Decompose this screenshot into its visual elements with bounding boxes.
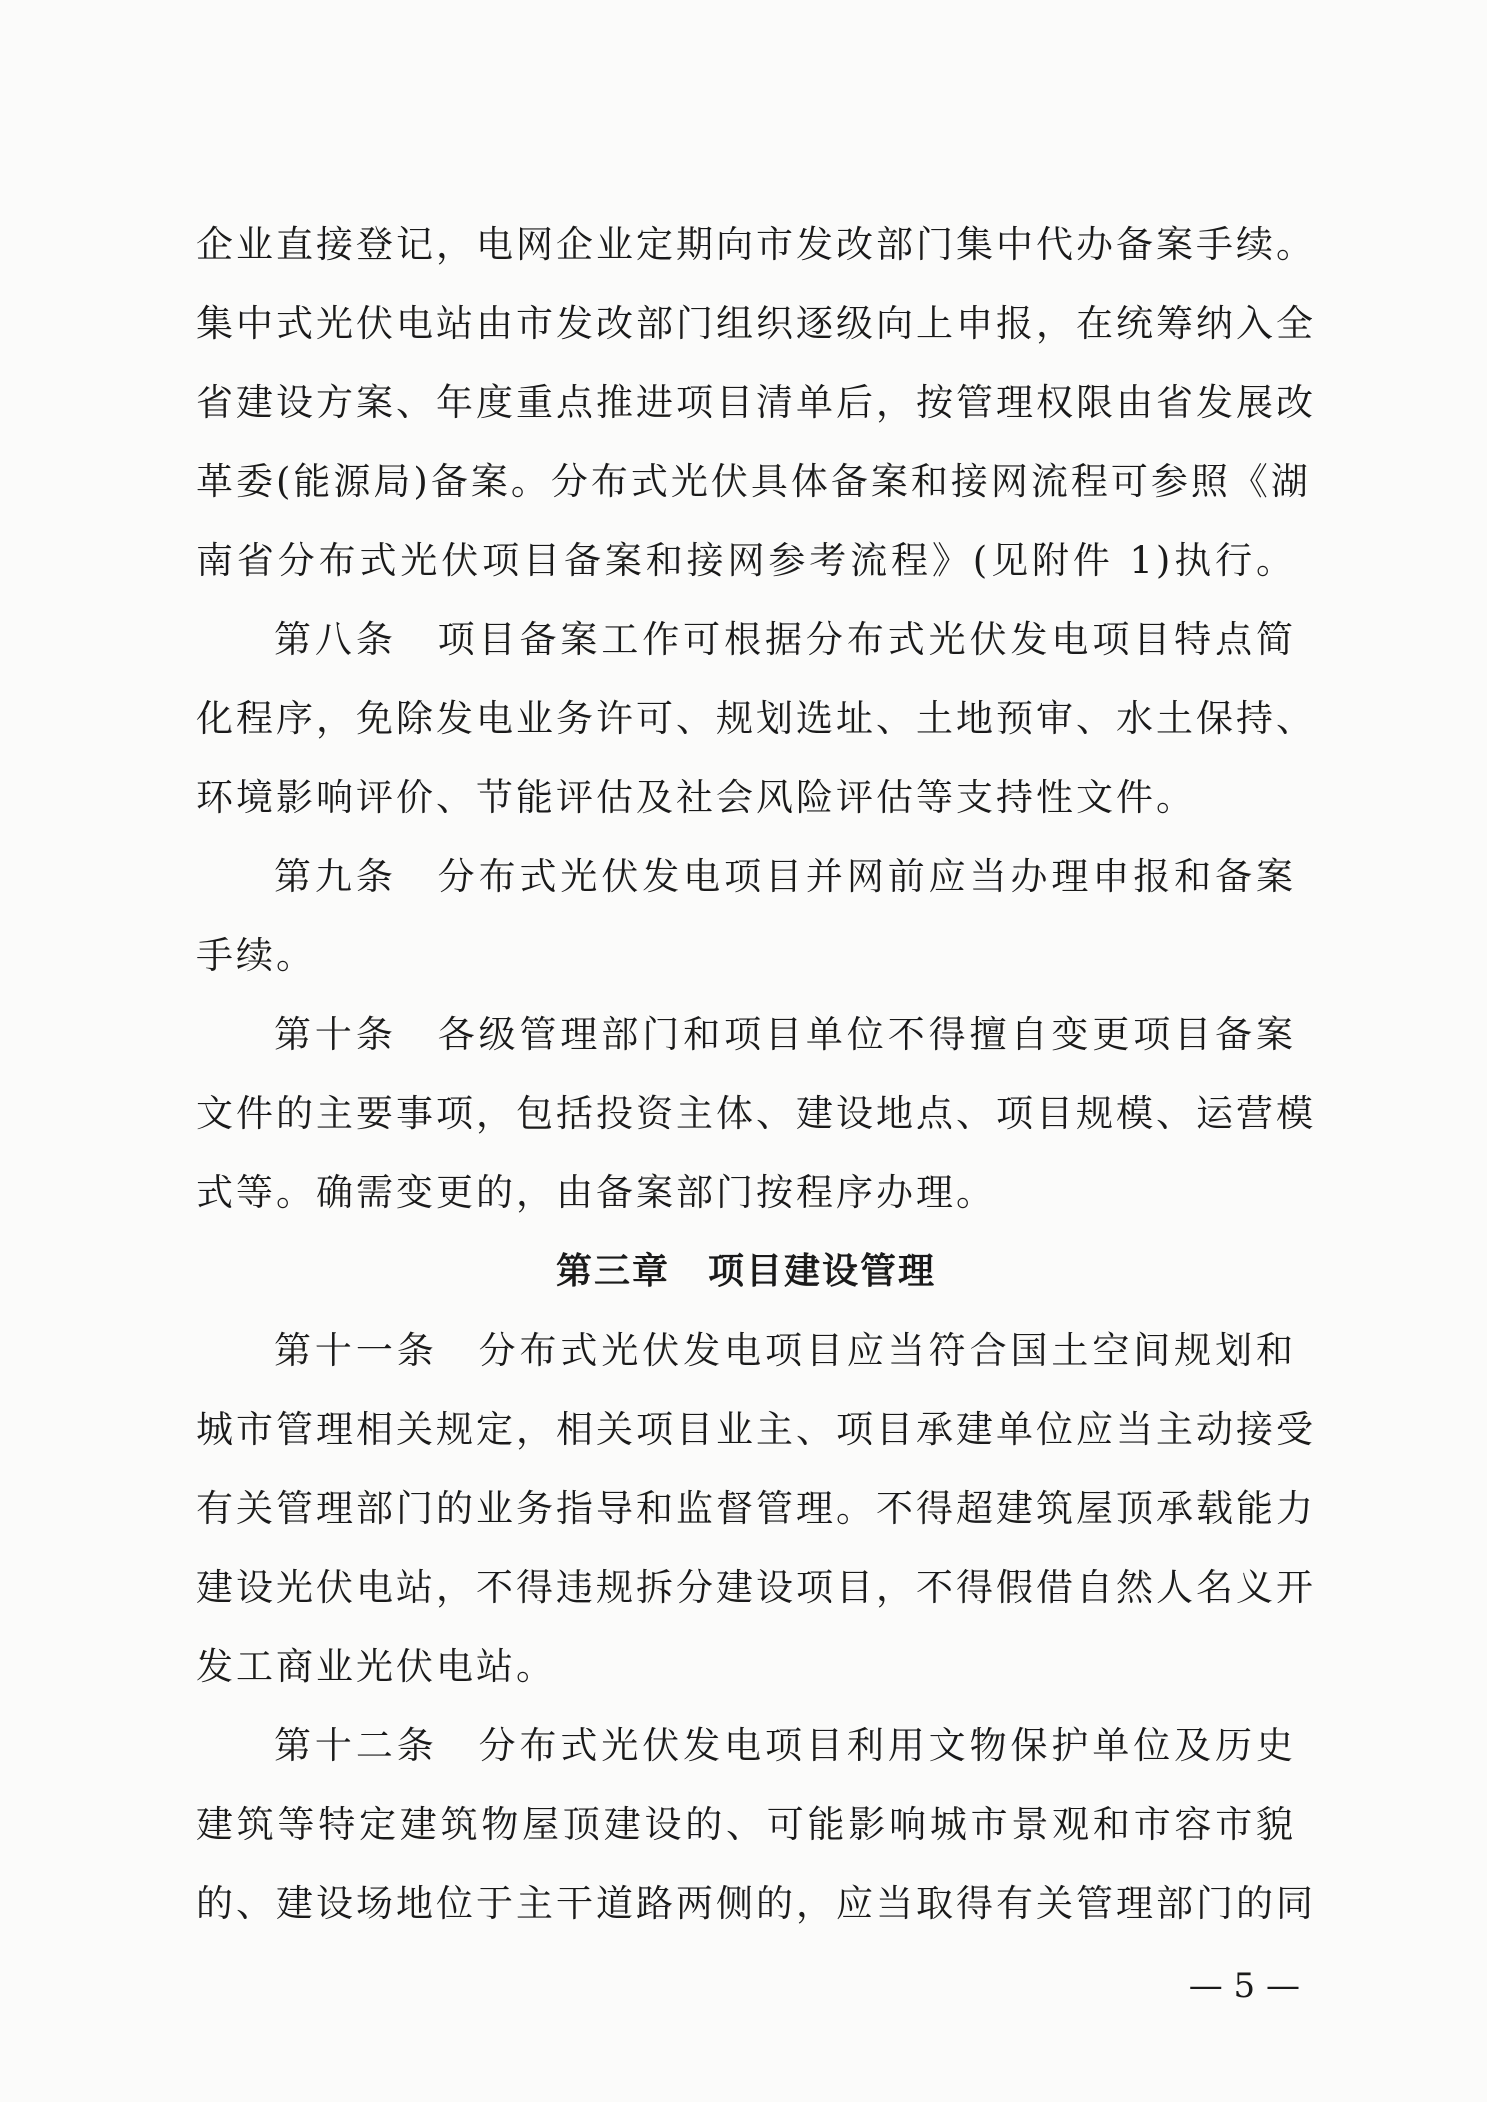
article-8 bbox=[196, 600, 1316, 837]
text-line: 第九条 分布式光伏发电项目并网前应当办理申报和备案 bbox=[274, 855, 1296, 898]
text-line: 建筑等特定建筑物屋顶建设的、可能影响城市景观和市容市貌 bbox=[196, 1803, 1296, 1846]
text-line: 有关管理部门的业务指导和监督管理。不得超建筑屋顶承载能力 bbox=[196, 1487, 1316, 1530]
text-line: 集中式光伏电站由市发改部门组织逐级向上申报，在统筹纳入全 bbox=[196, 302, 1316, 345]
text-line: 革委(能源局)备案。分布式光伏具体备案和接网流程可参照《湖 bbox=[196, 460, 1311, 503]
text-line: 式等。确需变更的，由备案部门按程序办理。 bbox=[196, 1171, 996, 1214]
text-line: 城市管理相关规定，相关项目业主、项目承建单位应当主动接受 bbox=[196, 1408, 1316, 1451]
article-9 bbox=[196, 837, 1296, 995]
text-line: 第十二条 分布式光伏发电项目利用文物保护单位及历史 bbox=[274, 1724, 1296, 1767]
text-line: 南省分布式光伏项目备案和接网参考流程》(见附件 1)执行。 bbox=[196, 539, 1296, 582]
text-line: 省建设方案、年度重点推进项目清单后，按管理权限由省发展改 bbox=[196, 381, 1316, 424]
article-10 bbox=[196, 995, 1316, 1232]
text-line: 手续。 bbox=[196, 934, 316, 977]
paragraph-continuation bbox=[196, 205, 1316, 600]
text-line: 第十一条 分布式光伏发电项目应当符合国土空间规划和 bbox=[274, 1329, 1296, 1372]
text-line: 化程序，免除发电业务许可、规划选址、土地预审、水土保持、 bbox=[196, 697, 1316, 740]
text-line: 环境影响评价、节能评估及社会风险评估等支持性文件。 bbox=[196, 776, 1196, 819]
article-12 bbox=[196, 1706, 1316, 1943]
text-line: 的、建设场地位于主干道路两侧的，应当取得有关管理部门的同 bbox=[196, 1882, 1316, 1925]
page-number: — 5 — bbox=[1188, 1966, 1300, 2006]
text-line: 第十条 各级管理部门和项目单位不得擅自变更项目备案 bbox=[274, 1013, 1296, 1056]
text-line: 文件的主要事项，包括投资主体、建设地点、项目规模、运营模 bbox=[196, 1092, 1316, 1135]
chapter-heading: 第三章 项目建设管理 bbox=[555, 1251, 936, 1292]
text-line: 发工商业光伏电站。 bbox=[196, 1645, 556, 1688]
article-11 bbox=[196, 1311, 1316, 1706]
document-body bbox=[196, 205, 1316, 1943]
text-line: 企业直接登记，电网企业定期向市发改部门集中代办备案手续。 bbox=[196, 223, 1316, 266]
text-line: 第八条 项目备案工作可根据分布式光伏发电项目特点简 bbox=[274, 618, 1296, 661]
text-line: 建设光伏电站，不得违规拆分建设项目，不得假借自然人名义开 bbox=[196, 1566, 1316, 1609]
